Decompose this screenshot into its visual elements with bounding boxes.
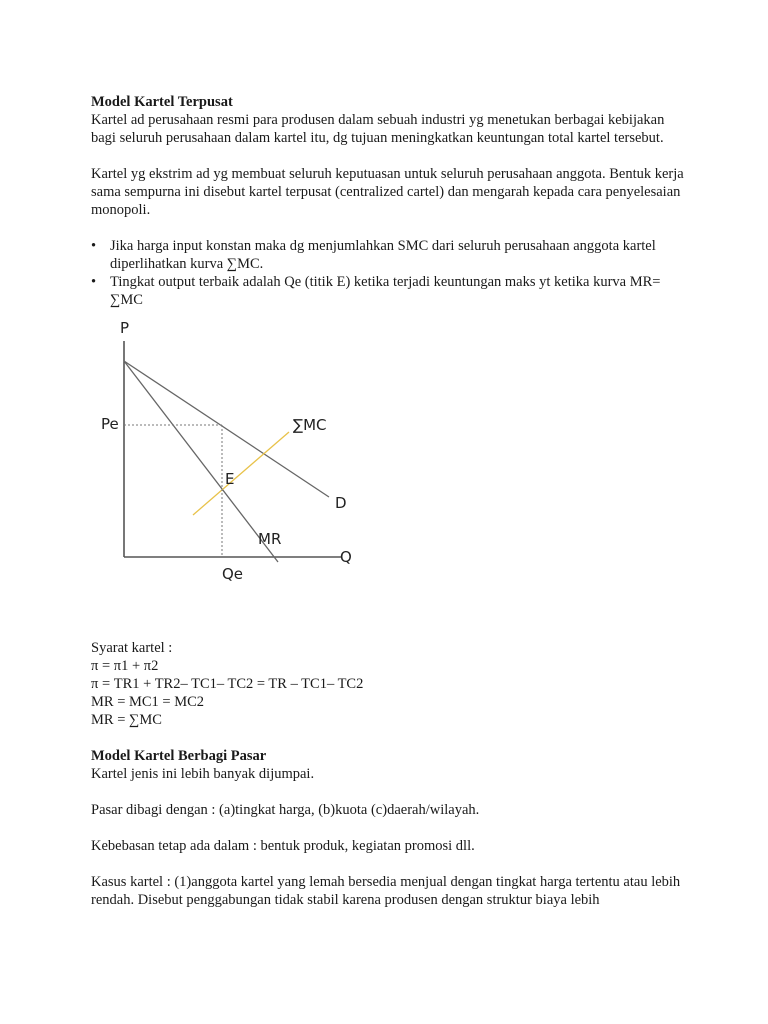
paragraph-extreme-cartel: Kartel yg ekstrim ad yg membuat seluruh keputuasan untuk seluruh perusahaan anggota. Bentuk kerja sama sempurna ini disebut kartel terpusat (centralized cartel) dan mengarah kepada cara penyelesaian monopoli. <box>91 166 684 218</box>
list-item: • Jika harga input konstan maka dg menjumlahkan SMC dari seluruh perusahaan anggota kartel diperlihatkan kurva ∑MC. <box>91 238 656 272</box>
paragraph-freedom: Kebebasan tetap ada dalam : bentuk produk, kegiatan promosi dll. <box>91 838 475 854</box>
bullet-list <box>91 237 691 309</box>
mr-label: MR <box>258 530 282 548</box>
equilibrium-label: E <box>225 470 235 488</box>
paragraph-common: Kartel jenis ini lebih banyak dijumpai. <box>91 766 315 782</box>
smc-curve <box>193 432 289 515</box>
x-axis-label: Q <box>340 548 352 566</box>
smc-label: ∑MC <box>293 416 327 434</box>
paragraph-market-division: Pasar dibagi dengan : (a)tingkat harga, (b)kuota (c)daerah/wilayah. <box>91 802 480 818</box>
document-page <box>91 93 691 909</box>
formula-block <box>91 639 691 729</box>
formula-line: MR = MC1 = MC2 <box>91 694 205 710</box>
section-title-centralized: Model Kartel Terpusat <box>91 94 233 110</box>
formula-line: π = π1 + π2 <box>91 658 159 674</box>
formula-heading: Syarat kartel : <box>91 640 173 656</box>
formula-line: MR = ∑MC <box>91 712 162 728</box>
paragraph-cartel-case: Kasus kartel : (1)anggota kartel yang lemah bersedia menjual dengan tingkat harga tertentu atau lebih rendah. Disebut penggabungan tidak stabil karena produsen dengan struktur biaya lebih <box>91 874 681 908</box>
cartel-graph <box>91 319 691 639</box>
price-label: Pe <box>101 415 119 433</box>
bullet-symbol: • <box>91 238 97 254</box>
formula-line: π = TR1 + TR2– TC1– TC2 = TR – TC1– TC2 <box>91 676 364 692</box>
paragraph-definition: Kartel ad perusahaan resmi para produsen dalam sebuah industri yg menetukan berbagai kebijakan bagi seluruh perusahaan dalam kartel itu, dg tujuan meningkatkan keuntungan total kartel tersebut. <box>91 112 665 146</box>
list-item: • Tingkat output terbaik adalah Qe (titik E) ketika terjadi keuntungan maks yt ketika kurva MR= ∑MC <box>91 274 661 308</box>
demand-label: D <box>335 494 347 512</box>
bullet-symbol: • <box>91 274 97 290</box>
y-axis-label: P <box>120 319 130 337</box>
section-title-market-sharing: Model Kartel Berbagi Pasar <box>91 748 267 764</box>
quantity-label: Qe <box>222 565 244 583</box>
